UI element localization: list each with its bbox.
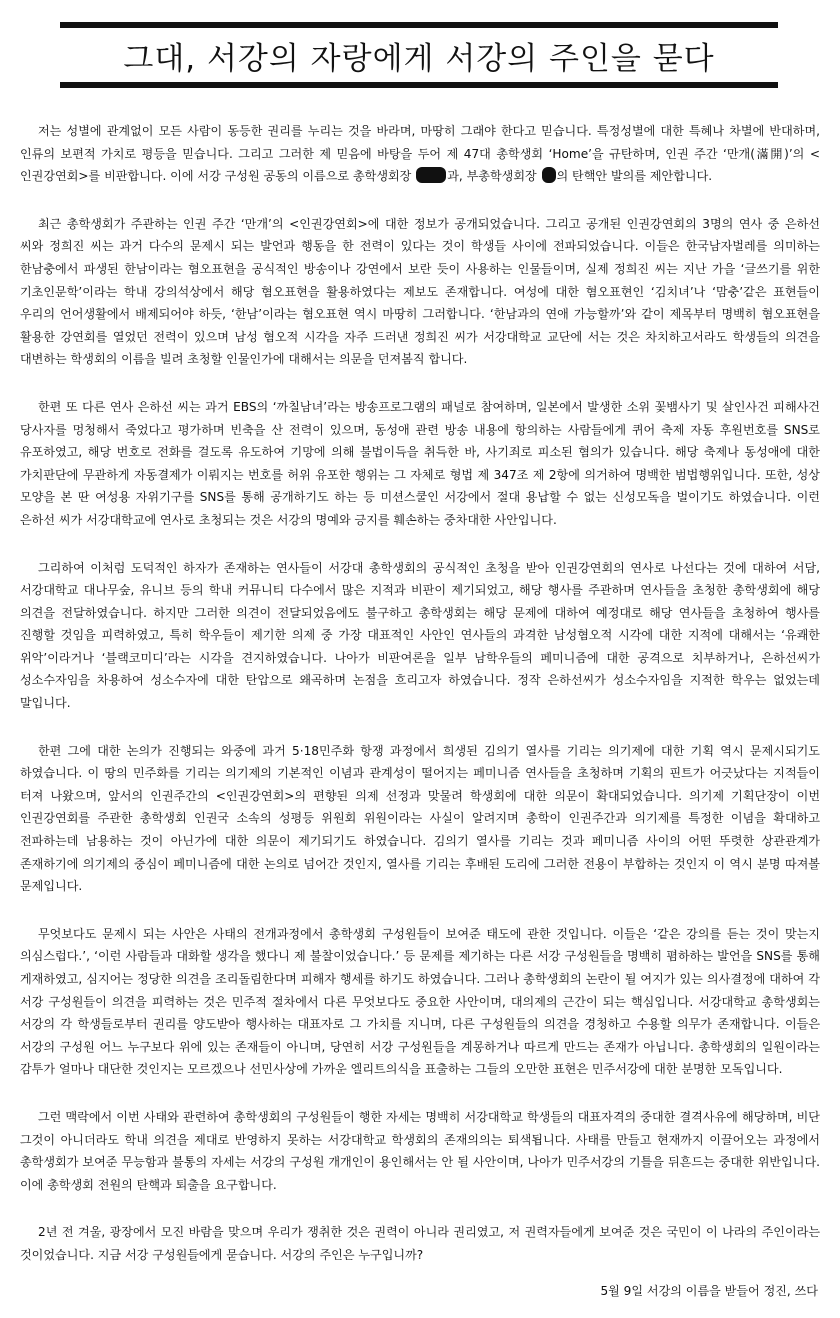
paragraph-2: 최근 총학생회가 주관하는 인권 주간 ‘만개’의 <인권강연회>에 대한 정보가 공개되었습니다. 그리고 공개된 인권강연회의 3명의 연사 중 은하선 씨와 정희진 씨는 과거 다수의 문제시 되는 발언과 행동을 한 전력이 있다는 것이 학생들 사이에 전파되었습니다. 이들은 한국남자벌레를 의미하는 한남충에서 파생된 한남이라는 혐오표현을 공식적인 방송이나 강연에서 보란 듯이 사용하는 인물들이며, 실제 정희진 씨는 지난 가을 ‘글쓰기를 위한 기초인문학’이라는 학내 강의석상에서 해당 혐오표현을 활용하였다는 제보도 존재합니다. 여성에 대한 혐오표현인 ‘김치녀’나 ‘맘충’같은 표현들이 우리의 언어생활에서 배제되어야 하듯, ‘한남’이라는 혐오표현 역시 마땅히 그러합니다. ‘한남과의 연애 가능할까’와 같이 제목부터 명백히 혐오표현을 활용한 강연회를 열었던 전력이 있으며 남성 혐오적 시각을 자주 드러낸 정희진 씨가 서강대학교 교단에 서는 것은 차치하고서라도 학생들의 의견을 대변하는 학생회의 이름을 빌려 초청할 인물인가에 대해서는 의문을 던져봄직 합니다. xyxy=(20,216,820,367)
paragraph-6: 무엇보다도 문제시 되는 사안은 사태의 전개과정에서 총학생회 구성원들이 보여준 태도에 관한 것입니다. 이들은 ‘같은 강의를 듣는 것이 맞는지 의심스럽다.’, ‘이런 사람들과 대화할 생각을 했다니 제 불찰이었습니다.’ 등 문제를 제기하는 다른 서강 구성원들을 명백히 폄하하는 발언을 SNS를 통해 게재하였고, 심지어는 정당한 의견을 조리돌림한다며 피해자 행세를 하기도 하였습니다. 그러나 총학생회의 논란이 될 여지가 있는 의사결정에 대하여 각 서강 구성원들이 의견을 피력하는 것은 민주적 절차에서 다른 무엇보다도 중요한 사안이며, 대의제의 근간이 되는 핵심입니다. 서강대학교 총학생회는 서강의 각 학생들로부터 권리를 양도받아 행사하는 대표자로 그 가치를 지니며, 다른 구성원들의 의견을 경청하고 수용할 의무가 존재합니다. 이들은 서강의 구성원 어느 누구보다 위에 있는 존재들이 아니며, 당연히 서강 구성원들을 계몽하거나 따르게 만드는 존재가 아닙니다. 총학생회의 일원이라는 감투가 얼마나 대단한 것인지는 모르겠으나 선민사상에 가까운 엘리트의식을 표출하는 그들의 오만한 표현은 민주서강에 대한 분명한 모독입니다. xyxy=(20,926,820,1077)
paragraph-5: 한편 그에 대한 논의가 진행되는 와중에 과거 5·18민주화 항쟁 과정에서 희생된 김의기 열사를 기리는 의기제에 대한 기획 역시 문제시되기도 하였습니다. 이 땅의 민주화를 기리는 의기제의 기본적인 이념과 관계성이 떨어지는 페미니즘 연사들을 초청하며 기획의 핀트가 어긋났다는 지적들이 터져 나왔으며, 앞서의 인권주간의 <인권강연회>의 편향된 의제 선정과 맞물려 학생회에 대한 의문이 확대되었습니다. 의기제 기획단장이 이번 인권강연회를 주관한 총학생회 인권국 소속의 성평등 위원회 위원이라는 사실이 알려지며 총학이 인권주간과 의기제를 특정한 이념을 확대하고 전파하는데 남용하는 것이 아닌가에 대한 의문이 제기되기도 하였습니다. 김의기 열사를 기리는 것과 페미니즘 사이의 어떤 뚜렷한 상관관계가 존재하기에 의기제의 중심이 페미니즘에 대한 논의로 넘어간 것인지, 열사를 기리는 후배된 도리에 그러한 전용이 부합하는 것인지 이 역시 분명 따져볼 문제입니다. xyxy=(20,743,820,894)
paragraph-1-part-a: 저는 성별에 관계없이 모든 사람이 동등한 권리를 누리는 것을 바라며, 마땅히 그래야 한다고 믿습니다. 특정성별에 대한 특혜나 차별에 반대하며, 인류의 보편적 가치로 평등을 믿습니다. 그리고 그러한 제 믿음에 바탕을 두어 제 47대 총학생회 ‘Home’을 규탄하며, 인권 주간 ‘만개(滿開)’의 <인권강연회>를 비판합니다. 이에 서강 구성원 공동의 이름으로 총학생회장 xyxy=(20,124,820,184)
page-title: 그대, 서강의 자랑에게 서강의 주인을 묻다 xyxy=(123,40,715,77)
paragraph-8: 2년 전 겨울, 광장에서 모진 바람을 맞으며 우리가 쟁취한 것은 권력이 아니라 권리였고, 저 권력자들에게 보여준 것은 국민이 이 나라의 주인이라는 것이었습니다. 지금 서강 구성원들에게 묻습니다. 서강의 주인은 누구입니까? xyxy=(20,1225,820,1262)
paragraph-1 xyxy=(20,120,820,188)
signature-line: 5월 9일 서강의 이름을 받들어 정진, 쓰다 xyxy=(600,1284,818,1298)
redaction-mark xyxy=(542,167,556,183)
title-box xyxy=(60,22,778,88)
paragraph-3: 한편 또 다른 연사 은하선 씨는 과거 EBS의 ‘까칠남녀’라는 방송프로그램의 패널로 참여하며, 일본에서 발생한 소위 꽃뱀사기 및 살인사건 피해사건 당사자를 멍청해서 죽었다고 평가하며 빈축을 산 전력이 있으며, 동성애 관련 방송 내용에 항의하는 사람들에게 퀴어 축제 자동 후원번호를 SNS로 유포하였고, 해당 번호로 전화를 걸도록 유도하여 기망에 의해 불법이득을 취득한 바, 사기죄로 피소된 혐의가 있습니다. 해당 축제나 동성애에 대한 가치판단에 무관하게 자동결제가 이뤄지는 번호를 허위 유포한 행위는 그 자체로 형법 제 347조 제 2항에 의거하여 명백한 범법행위입니다. 또한, 성상 모양을 본 딴 여성용 자위기구를 SNS를 통해 공개하기도 하는 등 미션스쿨인 서강에서 절대 용납할 수 없는 신성모독을 벌이기도 하였습니다. 이런 은하선 씨가 서강대학교에 연사로 초청되는 것은 서강의 명예와 긍지를 훼손하는 중차대한 사안입니다. xyxy=(20,399,820,527)
paragraph-1-part-b: 과, 부총학생회장 xyxy=(447,169,541,184)
redaction-mark xyxy=(416,167,446,183)
document-body xyxy=(20,120,820,1292)
paragraph-7: 그런 맥락에서 이번 사태와 관련하여 총학생회의 구성원들이 행한 자세는 명백히 서강대학교 학생들의 대표자격의 중대한 결격사유에 해당하며, 비단 그것이 아니더라도 학내 의견을 제대로 반영하지 못하는 서강대학교 학생회의 존재의의는 퇴색됩니다. 사태를 만들고 현재까지 이끌어오는 과정에서 총학생회가 보여준 무능함과 불통의 자세는 서강의 구성원 개개인이 용인해서는 안 될 사안이며, 나아가 민주서강의 기틀을 뒤흔드는 중대한 위반입니다. 이에 총학생회 전원의 탄핵과 퇴출을 요구합니다. xyxy=(20,1109,820,1192)
paragraph-4: 그리하여 이처럼 도덕적인 하자가 존재하는 연사들이 서강대 총학생회의 공식적인 초청을 받아 인권강연회의 연사로 나선다는 것에 대하여 서담, 서강대학교 대나무숲, 유니브 등의 학내 커뮤니티 다수에서 많은 지적과 비판이 제기되었고, 해당 행사를 주관하며 연사들을 초청한 총학생회에 해당 의견을 전달하였습니다. 하지만 그러한 의견이 전달되었음에도 불구하고 총학생회는 해당 문제에 대하여 예정대로 해당 연사들을 초청하여 행사를 진행할 것임을 피력하였고, 특히 학우들이 제기한 의제 중 가장 대표적인 사안인 연사들의 과격한 남성혐오적 시각에 대한 지적에 대해서는 ‘유쾌한 위악’이라거나 ‘블랙코미디’라는 시각을 견지하였습니다. 나아가 비판여론을 일부 남학우들의 페미니즘에 대한 공격으로 치부하거나, 은하선씨가 성소수자임을 차용하여 성소수자에 대한 탄압으로 왜곡하며 논점을 흐리고자 하였습니다. 정작 은하선씨가 성소수자임을 지적한 학우는 없었는데 말입니다. xyxy=(20,560,820,711)
paragraph-1-part-c: 의 탄핵안 발의를 제안합니다. xyxy=(556,169,713,184)
